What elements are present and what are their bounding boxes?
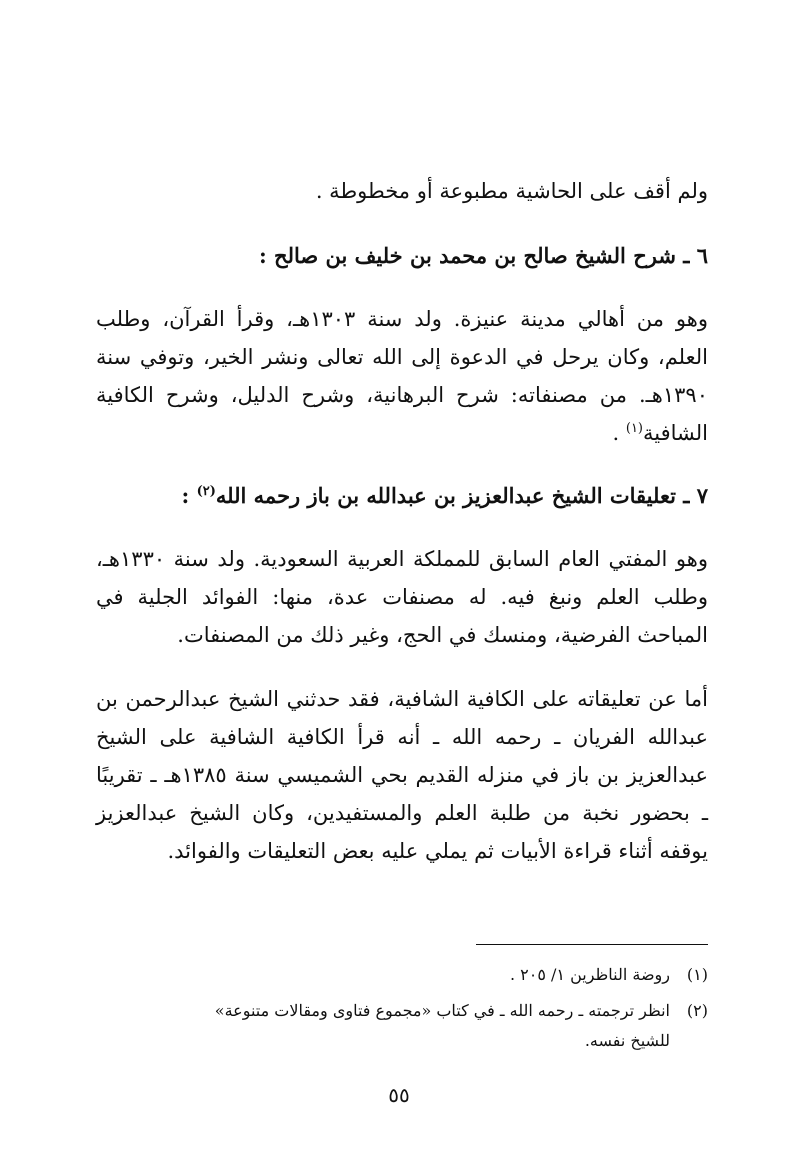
paragraph-binbaz-notes <box>96 680 708 870</box>
footnote-ref-1[interactable]: (١) <box>625 421 643 436</box>
paragraph-saleh-bio-end: . <box>612 421 626 445</box>
heading-item-6 <box>96 236 708 276</box>
paragraph-binbaz-bio <box>96 540 708 654</box>
footnote-1-number: (١) <box>686 965 708 984</box>
footnote-2-continuation: للشيخ نفسه. <box>584 1031 670 1050</box>
heading-item-6-text: ٦ ـ شرح الشيخ صالح بن محمد بن خليف بن صالح : <box>258 243 708 268</box>
paragraph-binbaz-bio-text: وهو المفتي العام السابق للمملكة العربية السعودية. ولد سنة ١٣٣٠هـ، وطلب العلم ونبغ فيه. له مصنفات عدة، منها: الفوائد الجلية في المباحث الفرضية، ومنسك في الحج، وغير ذلك من المصنفات. <box>96 547 708 647</box>
footnote-2-text: انظر ترجمته ـ رحمه الله ـ في كتاب «مجموع فتاوى ومقالات متنوعة» <box>214 1001 670 1020</box>
paragraph-saleh-bio-text: وهو من أهالي مدينة عنيزة. ولد سنة ١٣٠٣هـ، وقرأ القرآن، وطلب العلم، وكان يرحل في الدعوة إلى الله تعالى ونشر الخير، وتوفي سنة ١٣٩٠هـ. من مصنفاته: شرح البرهانية، وشرح الدليل، وشرح الكافية الشافية <box>96 307 708 445</box>
footnote-ref-2[interactable]: (٢) <box>196 484 216 499</box>
paragraph-intro-text: ولم أقف على الحاشية مطبوعة أو مخطوطة . <box>315 179 708 203</box>
page-number: ٥٥ <box>388 1083 410 1107</box>
footnote-1-text: روضة الناظرين ١/ ٢٠٥ . <box>509 965 670 984</box>
paragraph-saleh-bio <box>96 300 708 452</box>
footnote-1 <box>96 960 708 990</box>
footnote-2 <box>96 996 708 1056</box>
heading-item-7-end: : <box>181 483 197 508</box>
footnote-separator <box>476 944 708 945</box>
paragraph-intro <box>96 172 708 210</box>
heading-item-7 <box>96 476 708 516</box>
heading-item-7-text: ٧ ـ تعليقات الشيخ عبدالعزيز بن عبدالله بن باز رحمه الله <box>215 483 708 508</box>
footnote-2-number: (٢) <box>686 1001 708 1020</box>
paragraph-binbaz-notes-text: أما عن تعليقاته على الكافية الشافية، فقد حدثني الشيخ عبدالرحمن بن عبدالله الفريان ـ رحمه الله ـ أنه قرأ الكافية الشافية على الشيخ عبدالعزيز بن باز في منزله القديم بحي الشميسي سنة ١٣٨٥هـ ـ تقريبًا ـ بحضور نخبة من طلبة العلم والمستفيدين، وكان الشيخ عبدالعزيز يوقفه أثناء قراءة الأبيات ثم يملي عليه بعض التعليقات والفوائد. <box>96 687 708 863</box>
